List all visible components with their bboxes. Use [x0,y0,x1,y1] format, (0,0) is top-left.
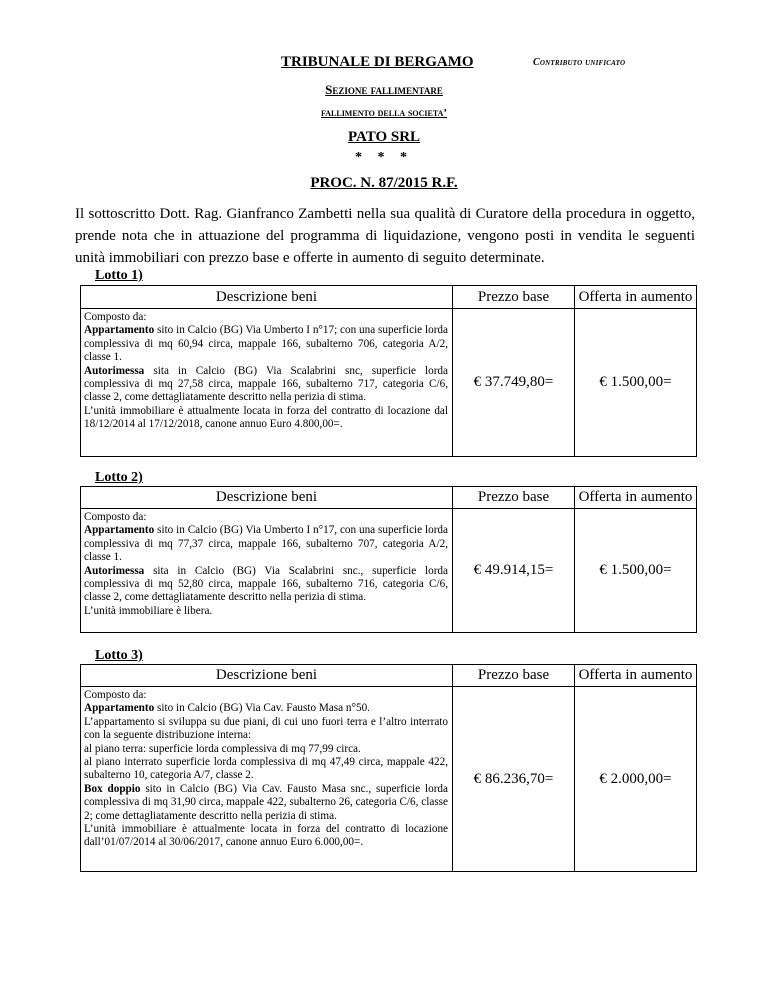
lot-item: L’unità immobiliare è libera. [84,604,213,617]
intro-paragraph: Il sottoscritto Dott. Rag. Gianfranco Zambetti nella sua qualità di Curatore della procedura in oggetto, prende nota che in attuazione del programma di liquidazione, vengono posti in vendita le seguenti unità immobiliari con prezzo base e offerte in aumento di seguito determinate. [75,206,695,266]
lot-item: al piano interrato superficie lorda complessiva di mq 47,49 circa, mappale 422, subalterno 10, categoria A/7, classe 2. [84,756,448,782]
procedure-number: PROC. N. 87/2015 R.F. [310,175,458,191]
lot-3-price: € 86.236,70= [453,687,575,872]
lot-item: L’appartamento si sviluppa su due piani, di cui uno fuori terra e l’altro interrato con la seguente distribuzione interna: [84,715,448,742]
lot-3-label: Lotto 3) [95,648,143,663]
column-header-offer: Offerta in aumento [575,286,697,309]
lot-1-offer: € 1.500,00= [575,309,697,457]
column-header-desc: Descrizione beni [81,487,453,509]
column-header-desc: Descrizione beni [81,286,453,309]
lot-1-table [80,285,697,457]
court-title: TRIBUNALE DI BERGAMO [281,54,474,70]
composto-label: Composto da: [84,689,147,701]
lot-item: L’unità immobiliare è attualmente locata in forza del contratto di locazione dal 18/12/2014 al 17/12/2018, canone annuo Euro 4.800,00=. [84,404,448,431]
lot-3-description [81,687,453,872]
lot-3-offer: € 2.000,00= [575,687,697,872]
lot-2-offer: € 1.500,00= [575,509,697,633]
company-name: PATO SRL [347,129,421,145]
column-header-price: Prezzo base [453,487,575,509]
column-header-price: Prezzo base [453,665,575,687]
composto-label: Composto da: [84,311,147,323]
lot-1-price: € 37.749,80= [453,309,575,457]
contributo-label: Contributo unificato [533,57,626,68]
section-title: Sezione fallimentare [325,82,443,97]
lot-1-description [81,309,453,457]
column-header-desc: Descrizione beni [81,665,453,687]
lot-2-description [81,509,453,633]
lot-item: Autorimessa sita in Calcio (BG) Via Scalabrini snc., superficie lorda complessiva di mq 52,80 circa, mappale 166, subalterno 716, categoria C/6, classe 2, come dettagliatamente descritto nella perizia di stima. [84,564,448,604]
column-header-price: Prezzo base [453,286,575,309]
lot-item: Appartamento sito in Calcio (BG) Via Umberto I n°17, con una superficie lorda complessiva di mq 77,37 circa, mappale 166, subalterno 707, categoria A/2, classe 1. [84,524,448,564]
lot-2-table [80,486,697,633]
lot-item: Box doppio sito in Calcio (BG) Via Cav. Fausto Masa snc., superficie lorda complessiva di mq 31,90 circa, mappale 422, subalterno 26, categoria C/6, classe 2; come dettagliatamente descritto nella perizia di stima. [84,782,448,822]
fallimento-label: fallimento della societa’ [320,107,448,119]
lot-item: Autorimessa sita in Calcio (BG) Via Scalabrini snc, superficie lorda complessiva di mq 27,58 circa, mappale 166, subalterno 717, categoria C/6, classe 2, come dettagliatamente descritto nella perizia di stima. [84,364,448,404]
separator-stars: * * * [355,150,413,165]
lot-item: L’unità immobiliare è attualmente locata in forza del contratto di locazione dall’01/07/2014 al 30/06/2017, canone annuo Euro 6.000,00=. [84,823,448,849]
lot-item: al piano terra: superficie lorda complessiva di mq 77,99 circa. [84,742,361,755]
column-header-offer: Offerta in aumento [575,487,697,509]
lot-3-table [80,664,697,872]
composto-label: Composto da: [84,511,147,523]
lot-item: Appartamento sito in Calcio (BG) Via Cav. Fausto Masa n°50. [84,702,370,715]
lot-2-label: Lotto 2) [95,470,143,485]
lot-item: Appartamento sito in Calcio (BG) Via Umberto I n°17; con una superficie lorda complessiva di mq 60,94 circa, mappale 166, subalterno 706, categoria A/2, classe 1. [84,324,448,364]
column-header-offer: Offerta in aumento [575,665,697,687]
lot-1-label: Lotto 1) [95,268,143,283]
lot-2-price: € 49.914,15= [453,509,575,633]
